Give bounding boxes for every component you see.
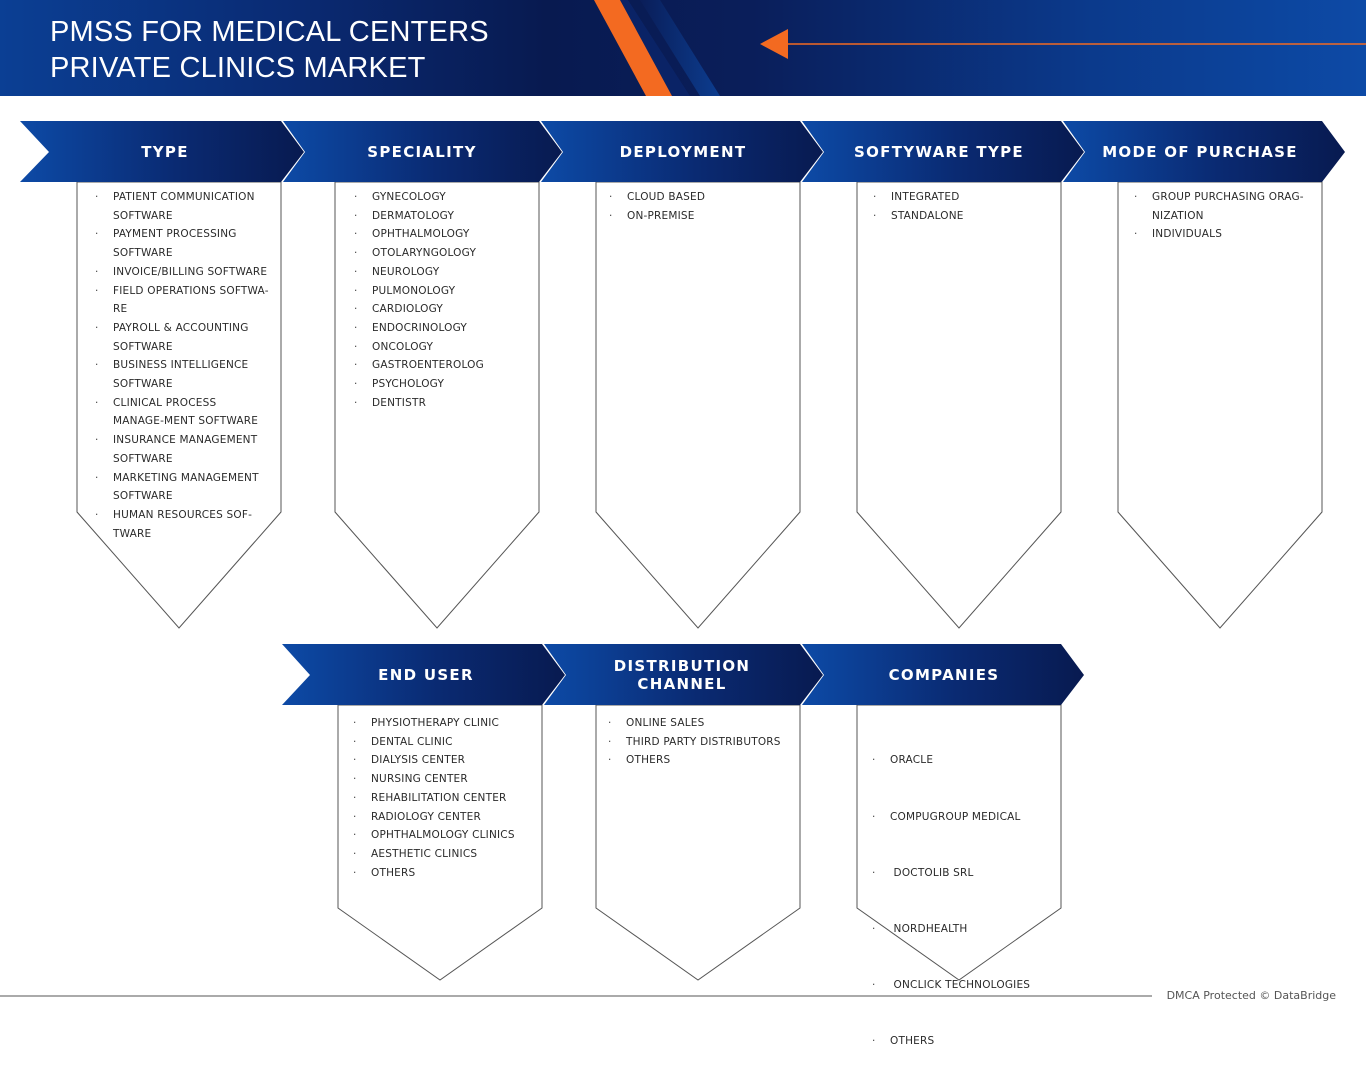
list-item: · MARKETING MANAGEMENT SOFTWARE	[95, 469, 270, 506]
header-type: TYPE	[141, 143, 189, 161]
list-item: · INVOICE/BILLING SOFTWARE	[95, 263, 270, 282]
list-item: · ON-PREMISE	[609, 207, 789, 226]
footer-copyright: DMCA Protected © DataBridge	[1166, 989, 1336, 1002]
list-companies	[872, 714, 1058, 1069]
list-item: · PHYSIOTHERAPY CLINIC	[353, 714, 538, 733]
header-deployment: DEPLOYMENT	[619, 143, 747, 161]
list-item: · NORDHEALTH	[872, 920, 1058, 939]
panel-deployment	[596, 182, 800, 628]
list-mode-of-purchase	[1134, 188, 1314, 244]
list-item: · OPHTHALMOLOGY	[354, 225, 534, 244]
list-item: · OTHERS	[608, 751, 798, 770]
list-item: · PAYMENT PROCESSING SOFTWARE	[95, 225, 270, 262]
list-item: · ENDOCRINOLOGY	[354, 319, 534, 338]
page-title: PMSS FOR MEDICAL CENTERS PRIVATE CLINICS MARKET	[50, 16, 489, 84]
panel-mode-of-purchase	[1118, 182, 1322, 628]
list-end-user	[353, 714, 538, 882]
header-speciality: SPECIALITY	[367, 143, 477, 161]
list-item: · PULMONOLOGY	[354, 282, 534, 301]
list-item: · COMPUGROUP MEDICAL	[872, 808, 1058, 827]
list-item: · BUSINESS INTELLIGENCE SOFTWARE	[95, 356, 270, 393]
list-software-type	[873, 188, 1053, 225]
list-item: · AESTHETIC CLINICS	[353, 845, 538, 864]
list-item: · PAYROLL & ACCOUNTING SOFTWARE	[95, 319, 270, 356]
list-type	[95, 188, 270, 543]
list-item: · FIELD OPERATIONS SOFTWA-RE	[95, 282, 270, 319]
list-item: · CLOUD BASED	[609, 188, 789, 207]
header-end-user: END USER	[378, 666, 474, 684]
list-item: · DERMATOLOGY	[354, 207, 534, 226]
list-item: · INDIVIDUALS	[1134, 225, 1314, 244]
list-item: · CARDIOLOGY	[354, 300, 534, 319]
list-item: · OTHERS	[353, 864, 538, 883]
list-item: · REHABILITATION CENTER	[353, 789, 538, 808]
list-item: · NURSING CENTER	[353, 770, 538, 789]
list-item: · ONCOLOGY	[354, 338, 534, 357]
list-item: · DENTAL CLINIC	[353, 733, 538, 752]
list-item: · GROUP PURCHASING ORAG-NIZATION	[1134, 188, 1314, 225]
list-item: · PSYCHOLOGY	[354, 375, 534, 394]
list-item: · OPHTHALMOLOGY CLINICS	[353, 826, 538, 845]
list-item: · DIALYSIS CENTER	[353, 751, 538, 770]
list-item: · STANDALONE	[873, 207, 1053, 226]
header-mode-of-purchase: MODE OF PURCHASE	[1102, 143, 1298, 161]
list-item: · OTOLARYNGOLOGY	[354, 244, 534, 263]
list-item: · RADIOLOGY CENTER	[353, 808, 538, 827]
list-speciality	[354, 188, 534, 412]
list-item: · ORACLE	[872, 751, 1058, 770]
header-software-type: SOFTYWARE TYPE	[854, 143, 1024, 161]
list-deployment	[609, 188, 789, 225]
list-item: · PATIENT COMMUNICATION SOFTWARE	[95, 188, 270, 225]
list-item: · ONLINE SALES	[608, 714, 798, 733]
list-item: · ONCLICK TECHNOLOGIES	[872, 976, 1058, 995]
header-distribution-channel: DISTRIBUTION CHANNEL	[613, 657, 751, 693]
list-item: · NEUROLOGY	[354, 263, 534, 282]
list-item: · GYNECOLOGY	[354, 188, 534, 207]
list-item: · DENTISTR	[354, 394, 534, 413]
list-item: · INTEGRATED	[873, 188, 1053, 207]
list-item: · DOCTOLIB SRL	[872, 864, 1058, 883]
list-item: · GASTROENTEROLOG	[354, 356, 534, 375]
list-item: · HUMAN RESOURCES SOF-TWARE	[95, 506, 270, 543]
list-item: · INSURANCE MANAGEMENT SOFTWARE	[95, 431, 270, 468]
list-item: · CLINICAL PROCESS MANAGE-MENT SOFTWARE	[95, 394, 270, 431]
header-companies: COMPANIES	[888, 666, 1000, 684]
list-distribution-channel	[608, 714, 798, 770]
list-item: · THIRD PARTY DISTRIBUTORS	[608, 733, 798, 752]
panel-software-type	[857, 182, 1061, 628]
list-item: · OTHERS	[872, 1032, 1058, 1051]
